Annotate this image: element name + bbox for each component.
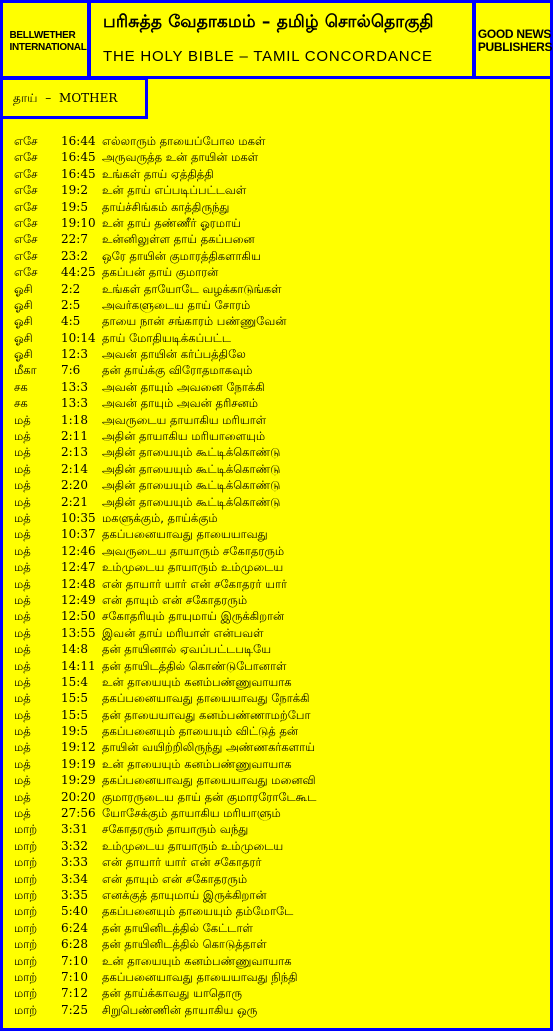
list-item xyxy=(14,248,544,264)
list-item xyxy=(14,412,544,428)
entry-text: அவன் தாயின் கர்ப்பத்திலே xyxy=(102,347,246,362)
entry-text: தன் தாயையாவது கனம்பண்ணாமற்போ xyxy=(102,707,311,722)
entry-reference: 14:11 xyxy=(61,658,96,673)
entry-book: மாற் xyxy=(14,953,38,968)
entry-book: மத் xyxy=(14,740,31,755)
entry-reference: 12:48 xyxy=(61,576,96,591)
entry-book: மாற் xyxy=(14,920,38,935)
entry-reference: 14:8 xyxy=(61,642,88,657)
entry-text: உம்முடைய தாயாரும் உம்முடைய xyxy=(102,560,284,575)
entry-text: தாய் மோதியடிக்கப்பட்ட xyxy=(102,330,232,345)
entry-text: யோசேக்கும் தாயாகிய மரியாளும் xyxy=(102,806,281,821)
entry-book: மாற் xyxy=(14,871,38,886)
entry-reference: 3:35 xyxy=(61,887,88,902)
entry-text: உன்னிலுள்ள தாய் தகப்பனை xyxy=(102,232,255,247)
entry-book: மத் xyxy=(14,560,31,575)
title-tamil: பரிசுத்த வேதாகமம் – தமிழ் சொல்தொகுதி xyxy=(103,12,434,32)
entry-book: மாற் xyxy=(14,937,38,952)
list-item xyxy=(14,379,544,395)
entry-book: மாற் xyxy=(14,986,38,1001)
list-item xyxy=(14,215,544,231)
entry-reference: 2:14 xyxy=(61,461,88,476)
entry-book: மத் xyxy=(14,461,31,476)
entry-book: மத் xyxy=(14,756,31,771)
entry-book: மத் xyxy=(14,543,31,558)
entry-reference: 15:5 xyxy=(61,691,88,706)
entry-reference: 7:6 xyxy=(61,363,81,378)
list-item xyxy=(14,543,544,559)
entry-book: மாற் xyxy=(14,969,38,984)
entry-reference: 12:49 xyxy=(61,592,96,607)
entry-book: மத் xyxy=(14,724,31,739)
entry-text: தகப்பன் தாய் குமாரன் xyxy=(102,265,219,280)
entry-reference: 19:12 xyxy=(61,740,96,755)
entry-text: என் தாயார் யார் என் சகோதரர் xyxy=(102,855,262,870)
entry-reference: 2:2 xyxy=(61,281,81,296)
entry-reference: 2:5 xyxy=(61,297,81,312)
entry-text: என் தாயும் என் சகோதரரும் xyxy=(102,871,248,886)
entry-book: மத் xyxy=(14,592,31,607)
list-item xyxy=(14,444,544,460)
entry-text: சிறுபெண்ணின் தாயாகிய ஒரு xyxy=(102,1002,258,1017)
entry-book: மத் xyxy=(14,429,31,444)
list-item xyxy=(14,428,544,444)
entry-reference: 3:34 xyxy=(61,871,88,886)
entry-text: தாயின் வயிற்றிலிருந்து அண்ணகர்களாய் xyxy=(102,740,316,755)
entry-text: அதின் தாயையும் கூட்டிக்கொண்டு xyxy=(102,478,281,493)
entry-text: தகப்பனையாவது தாயையாவது மனைவி xyxy=(102,773,316,788)
list-item xyxy=(14,592,544,608)
entry-reference: 15:5 xyxy=(61,707,88,722)
entry-book: மாற் xyxy=(14,904,38,919)
entry-reference: 6:28 xyxy=(61,937,88,952)
entry-text: சகோதரரும் தாயாரும் வந்து xyxy=(102,822,249,837)
list-item xyxy=(14,871,544,887)
logo-right-line2: PUBLISHERS xyxy=(477,40,553,54)
entry-book: ஓசி xyxy=(14,330,33,345)
entry-reference: 5:40 xyxy=(61,904,88,919)
entry-book: எசே xyxy=(14,265,38,280)
entry-text: தன் தாயினால் ஏவப்பட்டபடியே xyxy=(102,642,272,657)
entry-text: என் தாயும் என் சகோதரரும் xyxy=(102,592,248,607)
entry-reference: 12:47 xyxy=(61,560,96,575)
topic-separator: – xyxy=(45,91,52,105)
list-item xyxy=(14,231,544,247)
entry-text: தகப்பனையாவது தாயையாவது நோக்கி xyxy=(102,691,310,706)
entry-reference: 13:55 xyxy=(61,625,96,640)
entry-reference: 12:50 xyxy=(61,609,96,624)
entry-text: உங்கள் தாயோடே வழக்காடுங்கள் xyxy=(102,281,282,296)
list-item xyxy=(14,281,544,297)
entry-text: தன் தாயினிடத்தில் கொடுத்தாள் xyxy=(102,937,267,952)
list-item xyxy=(14,362,544,378)
entry-reference: 12:46 xyxy=(61,543,96,558)
list-item xyxy=(14,854,544,870)
list-item xyxy=(14,772,544,788)
entry-book: மத் xyxy=(14,691,31,706)
entry-book: மத் xyxy=(14,789,31,804)
entry-reference: 19:2 xyxy=(61,183,88,198)
entry-text: தன் தாயிடத்தில் கொண்டுபோனாள் xyxy=(102,658,287,673)
entry-reference: 44:25 xyxy=(61,265,96,280)
entry-text: எனக்குத் தாயுமாய் இருக்கிறான் xyxy=(102,887,267,902)
entry-text: அவன் தாயும் அவன் தரிசனம் xyxy=(102,396,258,411)
entry-book: எசே xyxy=(14,232,38,247)
list-item xyxy=(14,707,544,723)
list-item xyxy=(14,133,544,149)
entry-book: மத் xyxy=(14,806,31,821)
list-item xyxy=(14,805,544,821)
entry-text: தகப்பனையும் தாயையும் விட்டுத் தன் xyxy=(102,724,299,739)
entry-reference: 13:3 xyxy=(61,379,88,394)
entry-reference: 16:44 xyxy=(61,134,96,148)
entry-reference: 10:35 xyxy=(61,510,96,525)
list-item xyxy=(14,559,544,575)
entry-text: தாயை நான் சங்காரம் பண்ணுவேன் xyxy=(102,314,287,329)
entry-text: உன் தாயையும் கனம்பண்ணுவாயாக xyxy=(102,953,292,968)
entry-reference: 23:2 xyxy=(61,248,88,263)
topic-english: MOTHER xyxy=(59,91,118,105)
entry-book: மத் xyxy=(14,478,31,493)
entry-book: எசே xyxy=(14,215,38,230)
entry-book: மத் xyxy=(14,773,31,788)
list-item xyxy=(14,969,544,985)
list-item xyxy=(14,985,544,1001)
list-item xyxy=(14,510,544,526)
entry-book: எசே xyxy=(14,166,38,181)
list-item xyxy=(14,576,544,592)
logo-right-box xyxy=(473,0,553,79)
entry-book: மாற் xyxy=(14,822,38,837)
list-item xyxy=(14,461,544,477)
entry-book: ஓசி xyxy=(14,297,33,312)
entry-book: எசே xyxy=(14,150,38,165)
entry-book: மத் xyxy=(14,576,31,591)
entry-book: மீகா xyxy=(14,363,37,378)
entry-book: மத் xyxy=(14,412,31,427)
list-item xyxy=(14,936,544,952)
entry-book: சக xyxy=(14,396,28,411)
entry-book: எசே xyxy=(14,134,38,148)
entry-text: அதின் தாயாகிய மரியாளையும் xyxy=(102,429,266,444)
entry-reference: 2:11 xyxy=(61,429,88,444)
entry-text: உங்கள் தாய் ஏத்தித்தி xyxy=(102,166,214,181)
entry-reference: 7:10 xyxy=(61,953,88,968)
entry-book: மத் xyxy=(14,625,31,640)
list-item xyxy=(14,297,544,313)
entry-book: மத் xyxy=(14,609,31,624)
entry-text: அதின் தாயையும் கூட்டிக்கொண்டு xyxy=(102,461,281,476)
entry-book: சக xyxy=(14,379,28,394)
good-news-logo xyxy=(477,11,553,71)
entry-reference: 4:5 xyxy=(61,314,81,329)
entry-book: எசே xyxy=(14,199,38,214)
entry-book: எசே xyxy=(14,183,38,198)
list-item xyxy=(14,821,544,837)
entry-reference: 13:3 xyxy=(61,396,88,411)
entry-text: அவருடைய தாயாகிய மரியாள் xyxy=(102,412,267,427)
entry-text: அதின் தாயையும் கூட்டிக்கொண்டு xyxy=(102,445,281,460)
entry-text: மகளுக்கும், தாய்க்கும் xyxy=(102,510,218,525)
entry-text: அதின் தாயையும் கூட்டிக்கொண்டு xyxy=(102,494,281,509)
entry-reference: 2:20 xyxy=(61,478,88,493)
list-item xyxy=(14,674,544,690)
logo-left-box xyxy=(0,0,90,79)
topic-tamil: தாய் xyxy=(13,91,38,105)
topic-box xyxy=(0,77,148,119)
entry-book: எசே xyxy=(14,248,38,263)
entry-text: உன் தாயையும் கனம்பண்ணுவாயாக xyxy=(102,756,292,771)
entry-book: மாற் xyxy=(14,1002,38,1017)
list-item xyxy=(14,625,544,641)
entry-text: சகோதரியும் தாயுமாய் இருக்கிறான் xyxy=(102,609,285,624)
entry-text: தகப்பனையாவது தாயையாவது xyxy=(102,527,268,542)
list-item xyxy=(14,690,544,706)
entry-text: தாய்ச்சிங்கம் காத்திருந்து xyxy=(102,199,230,214)
entry-book: மத் xyxy=(14,658,31,673)
entry-book: ஓசி xyxy=(14,347,33,362)
entry-reference: 19:10 xyxy=(61,215,96,230)
entry-book: மத் xyxy=(14,510,31,525)
entry-book: ஓசி xyxy=(14,314,33,329)
entry-reference: 16:45 xyxy=(61,166,96,181)
entry-text: ஒரே தாயின் குமாரத்திகளாகிய xyxy=(102,248,261,263)
entry-reference: 27:56 xyxy=(61,806,96,821)
list-item xyxy=(14,608,544,624)
entry-reference: 12:3 xyxy=(61,347,88,362)
list-item xyxy=(14,920,544,936)
entry-text: தன் தாய்க்கு விரோதமாகவும் xyxy=(102,363,253,378)
list-item xyxy=(14,789,544,805)
entry-text: அருவருத்த உன் தாயின் மகள் xyxy=(102,150,259,165)
entry-reference: 3:33 xyxy=(61,855,88,870)
entry-text: என் தாயார் யார் என் சகோதரர் யார் xyxy=(102,576,287,591)
list-item xyxy=(14,199,544,215)
logo-left-line2: INTERNATIONAL xyxy=(9,42,87,53)
entry-book: மத் xyxy=(14,494,31,509)
entry-book: மத் xyxy=(14,707,31,722)
concordance-list xyxy=(14,133,544,1018)
entry-book: மத் xyxy=(14,445,31,460)
list-item xyxy=(14,182,544,198)
entry-reference: 1:18 xyxy=(61,412,88,427)
list-item xyxy=(14,903,544,919)
entry-reference: 7:25 xyxy=(61,1002,88,1017)
entry-book: மாற் xyxy=(14,838,38,853)
entry-reference: 19:29 xyxy=(61,773,96,788)
entry-reference: 7:12 xyxy=(61,986,88,1001)
list-item xyxy=(14,838,544,854)
entry-reference: 19:5 xyxy=(61,724,88,739)
entry-reference: 16:45 xyxy=(61,150,96,165)
entry-text: உன் தாய் தண்ணீர் ஓரமாய் xyxy=(102,215,241,230)
entry-book: மத் xyxy=(14,674,31,689)
entry-text: தன் தாய்க்காவது யாதொரு xyxy=(102,986,242,1001)
entry-text: அவருடைய தாயாரும் சகோதரரும் xyxy=(102,543,285,558)
entry-reference: 15:4 xyxy=(61,674,88,689)
logo-left-line1: BELLWETHER xyxy=(9,30,76,41)
entry-text: எல்லாரும் தாயைப்போல மகள் xyxy=(102,134,266,148)
entry-reference: 3:31 xyxy=(61,822,88,837)
entry-text: அவன் தாயும் அவனை நோக்கி xyxy=(102,379,265,394)
topic-heading xyxy=(13,91,117,107)
entry-book: மாற் xyxy=(14,855,38,870)
entry-book: மத் xyxy=(14,527,31,542)
list-item xyxy=(14,313,544,329)
entry-reference: 2:21 xyxy=(61,494,88,509)
list-item xyxy=(14,395,544,411)
logo-right-line1: GOOD NEWS xyxy=(477,27,552,41)
list-item xyxy=(14,494,544,510)
list-item xyxy=(14,1002,544,1018)
entry-reference: 19:5 xyxy=(61,199,88,214)
entry-book: மத் xyxy=(14,642,31,657)
entry-text: உன் தாயையும் கனம்பண்ணுவாயாக xyxy=(102,674,292,689)
entry-text: குமாரருடைய தாய் தன் குமாரரோடேகூட xyxy=(102,789,317,804)
entry-text: தகப்பனையாவது தாயையாவது நிந்தி xyxy=(102,969,298,984)
entry-text: இவன் தாய் மரியாள் என்பவள் xyxy=(102,625,264,640)
entry-reference: 10:37 xyxy=(61,527,96,542)
entry-book: ஓசி xyxy=(14,281,33,296)
list-item xyxy=(14,330,544,346)
list-item xyxy=(14,756,544,772)
entry-text: தகப்பனையும் தாயையும் தம்மோடே xyxy=(102,904,294,919)
list-item xyxy=(14,887,544,903)
list-item xyxy=(14,477,544,493)
entry-text: உம்முடைய தாயாரும் உம்முடைய xyxy=(102,838,284,853)
entry-reference: 3:32 xyxy=(61,838,88,853)
entry-reference: 19:19 xyxy=(61,756,96,771)
entry-text: உன் தாய் எப்படிப்பட்டவள் xyxy=(102,183,247,198)
list-item xyxy=(14,739,544,755)
list-item xyxy=(14,658,544,674)
list-item xyxy=(14,149,544,165)
entry-reference: 22:7 xyxy=(61,232,88,247)
title-english: THE HOLY BIBLE – TAMIL CONCORDANCE xyxy=(103,48,433,65)
list-item xyxy=(14,346,544,362)
list-item xyxy=(14,264,544,280)
entry-text: தன் தாயினிடத்தில் கேட்டாள் xyxy=(102,920,253,935)
entry-reference: 6:24 xyxy=(61,920,88,935)
list-item xyxy=(14,953,544,969)
bellwether-logo xyxy=(9,17,87,67)
entry-reference: 7:10 xyxy=(61,969,88,984)
list-item xyxy=(14,526,544,542)
list-item xyxy=(14,166,544,182)
list-item xyxy=(14,723,544,739)
entry-reference: 20:20 xyxy=(61,789,96,804)
entry-reference: 10:14 xyxy=(61,330,96,345)
title-box xyxy=(88,0,475,79)
entry-reference: 2:13 xyxy=(61,445,88,460)
entry-text: அவர்களுடைய தாய் சோரம் xyxy=(102,297,251,312)
list-item xyxy=(14,641,544,657)
entry-book: மாற் xyxy=(14,887,38,902)
